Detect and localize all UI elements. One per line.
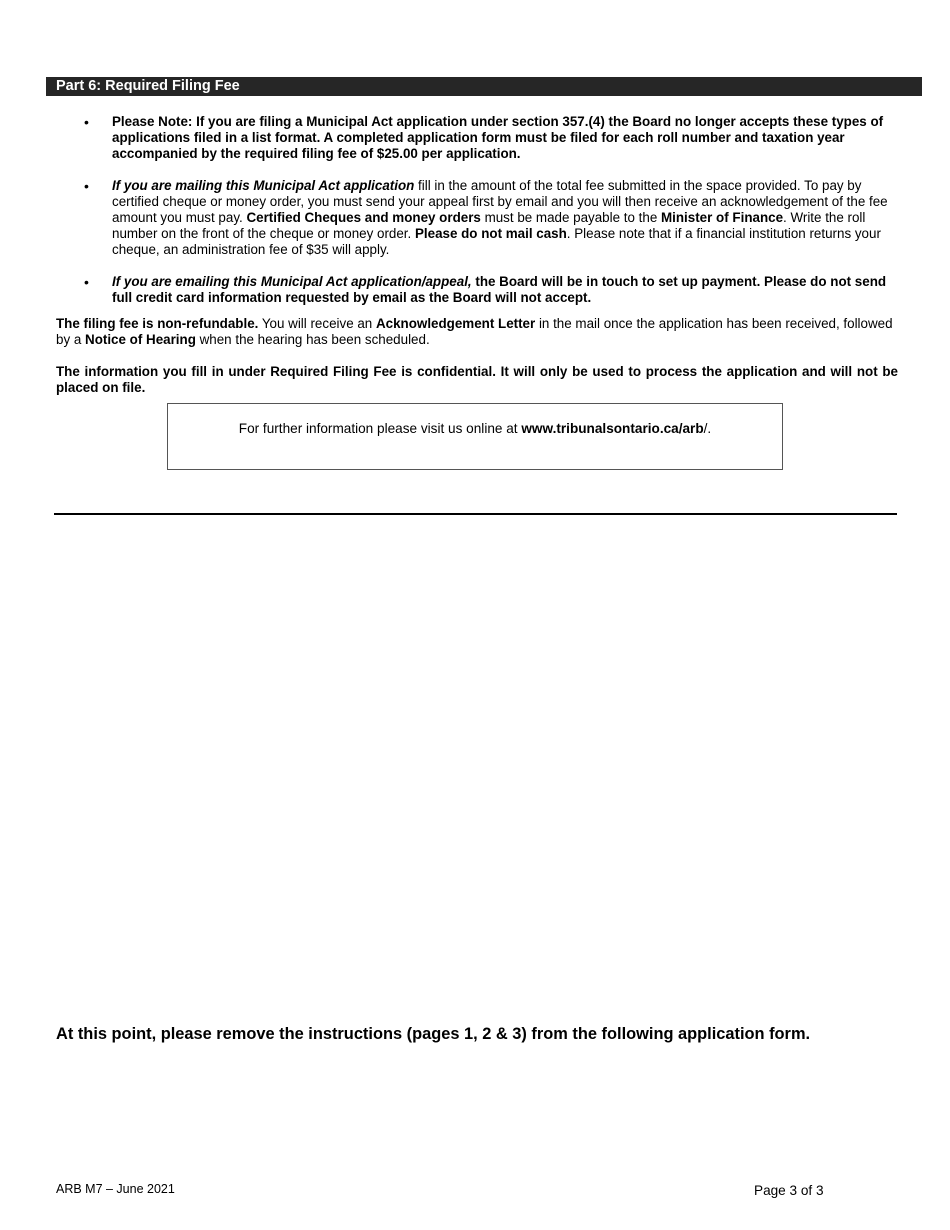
bullet-text: the Board will be in touch to set up payment. Please do not send full credit card information requested by email as the Board will not accept. (112, 274, 887, 305)
bullet-icon: • (84, 178, 89, 194)
fee-paragraph (56, 316, 898, 348)
bullet-text: If you are mailing this Municipal Act application (112, 178, 415, 193)
bullet-icon: • (84, 274, 89, 290)
fee-text-3: when the hearing has been scheduled. (195, 332, 430, 347)
notice-of-hearing-term: Notice of Hearing (85, 332, 196, 347)
instruction-bullet (56, 178, 902, 258)
bullet-text: If you are emailing this Municipal Act application/appeal, (112, 274, 472, 289)
confidential-notice: The information you fill in under Required Filing Fee is confidential. It will only be used to process the application and will not be placed on file. (56, 364, 898, 395)
bullet-text: Minister of Finance (661, 210, 784, 225)
horizontal-divider (54, 513, 897, 515)
info-prefix: For further information please visit us online at (238, 421, 522, 436)
bullet-text: . Please note that if a financial institution returns your cheque, an administration fee of $35 will apply. (112, 226, 881, 257)
bullet-text: Please Note: If you are filing a Municipal Act application under section 357.(4) the Board no longer accepts these types of applications filed in a list format. A completed application form must be filed for each roll number and taxation year accompanied by the required filing fee of $25.00 per application. (112, 114, 884, 161)
bullet-text: fill in the amount of the total fee submitted in the space provided. To pay by certified cheque or money order, you must send your appeal first by email and you will then receive an acknowledgement of the fee amount you must pay. (112, 178, 888, 225)
instruction-bullet (56, 274, 902, 306)
fee-text-1: You will receive an (258, 316, 376, 331)
bullet-icon: • (84, 114, 89, 130)
info-suffix: /. (703, 421, 712, 436)
section-header: Part 6: Required Filing Fee (46, 77, 922, 96)
bullet-text: . Write the roll number on the front of the cheque or money order. (112, 210, 866, 241)
bullet-text: Certified Cheques and money orders (246, 210, 481, 225)
bullet-text: Please do not mail cash (414, 226, 567, 241)
instruction-bullet (56, 114, 902, 162)
fee-text-2: in the mail once the application has been received, followed by a (56, 316, 893, 347)
page-number: Page 3 of 3 (754, 1183, 824, 1198)
remove-instructions-note: At this point, please remove the instructions (pages 1, 2 & 3) from the following application form. (56, 1025, 811, 1043)
bullet-text: must be made payable to the (480, 210, 661, 225)
website-link[interactable]: www.tribunalsontario.ca/arb (521, 421, 704, 436)
fee-nonrefundable: The filing fee is non-refundable. (56, 316, 259, 331)
info-box (167, 403, 783, 470)
instructions-list (56, 114, 902, 322)
acknowledgement-letter-term: Acknowledgement Letter (375, 316, 536, 331)
form-id: ARB M7 – June 2021 (56, 1182, 175, 1196)
